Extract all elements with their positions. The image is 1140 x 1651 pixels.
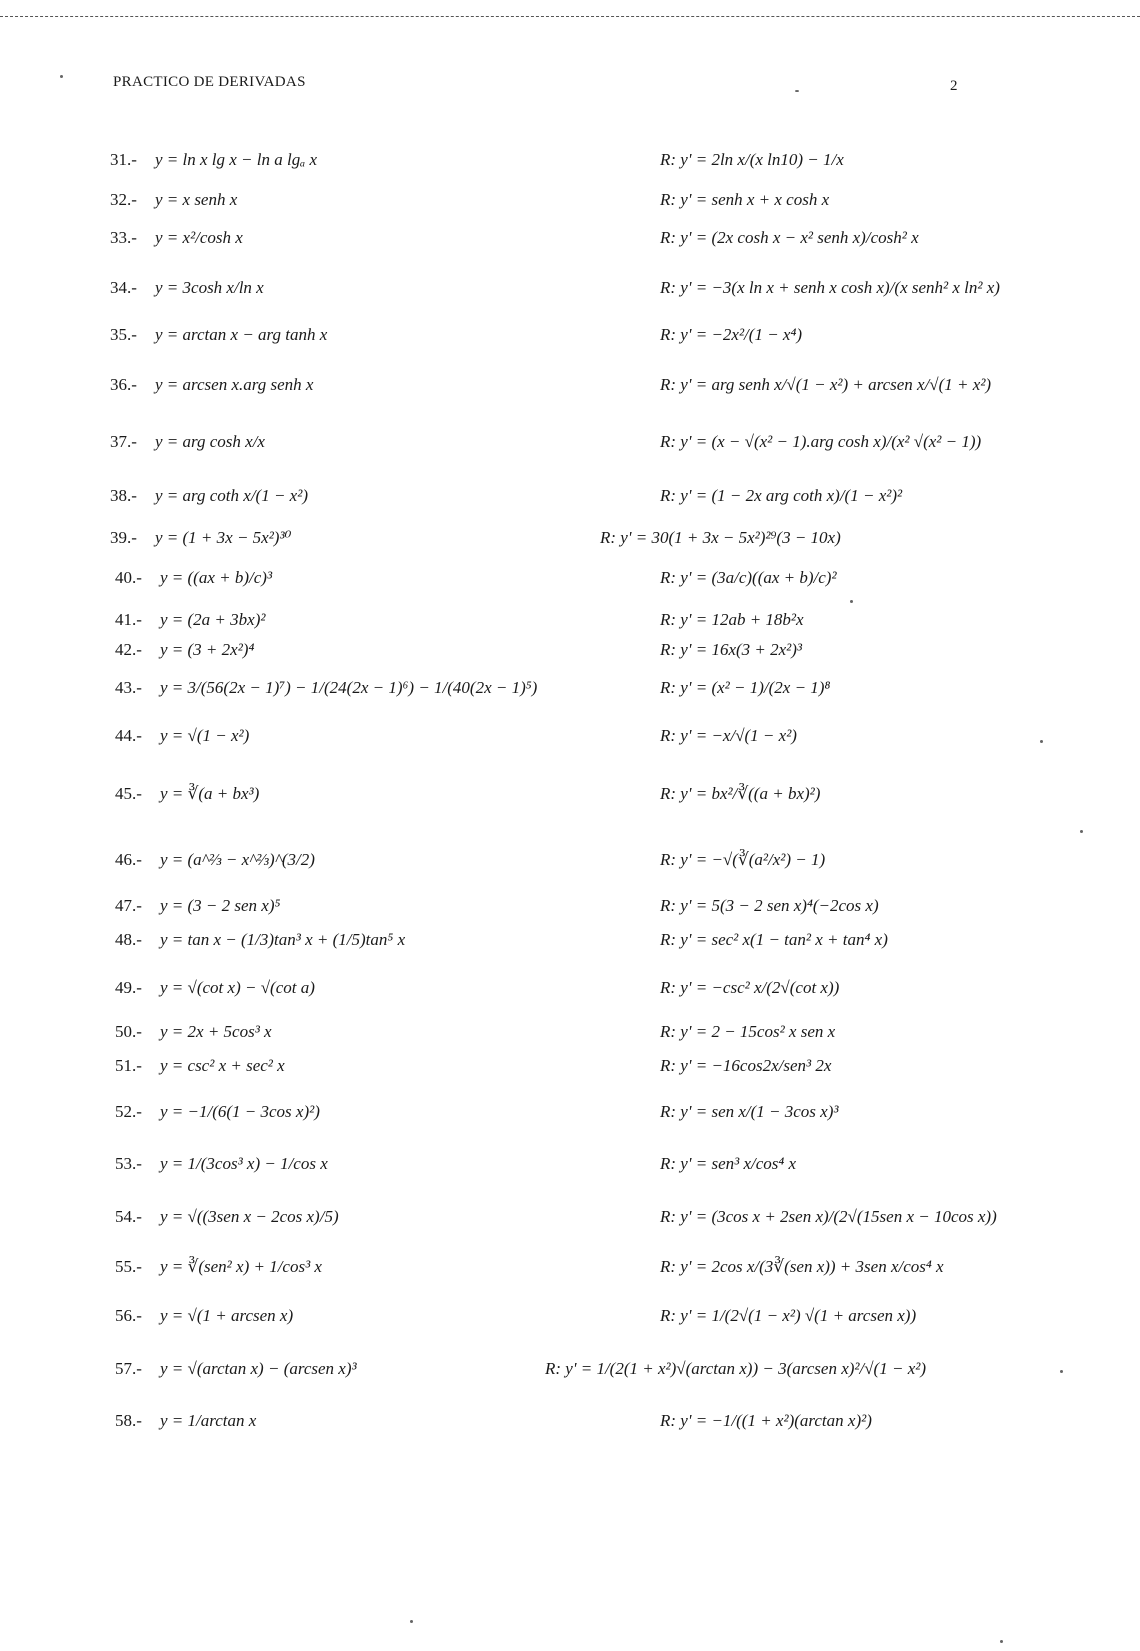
problem-answer: R: y' = bx²/∛((a + bx)²) (660, 784, 821, 803)
problem-number: 45.- (115, 784, 142, 803)
problem-answer: R: y' = −√(∛(a²/x²) − 1) (660, 850, 826, 869)
problem-expression: y = −1/(6(1 − 3cos x)²) (160, 1102, 320, 1121)
problem-number: 53.- (115, 1154, 142, 1173)
problem-number: 54.- (115, 1207, 142, 1226)
problem-expression: y = arctan x − arg tanh x (155, 325, 328, 344)
scan-speck (410, 1620, 413, 1623)
problem-answer: R: y' = −2x²/(1 − x⁴) (660, 325, 803, 344)
page-header-title: PRACTICO DE DERIVADAS (113, 74, 306, 90)
problem-answer: R: y' = sen³ x/cos⁴ x (660, 1154, 797, 1173)
problem-expression: y = 1/arctan x (160, 1411, 257, 1430)
problem-number: 41.- (115, 610, 142, 629)
problem-expression: y = arcsen x.arg senh x (155, 375, 314, 394)
problem-answer: R: y' = 16x(3 + 2x²)³ (660, 640, 803, 659)
problem-answer: R: y' = 2cos x/(3∛(sen x)) + 3sen x/cos⁴ x (660, 1257, 944, 1276)
problem-number: 33.- (110, 228, 137, 247)
scan-speck (1080, 830, 1083, 833)
problem-answer: R: y' = 1/(2√(1 − x²) √(1 + arcsen x)) (660, 1306, 917, 1325)
problem-answer: R: y' = 2ln x/(x ln10) − 1/x (660, 150, 844, 169)
problem-number: 39.- (110, 528, 137, 547)
problem-expression: y = (1 + 3x − 5x²)³⁰ (155, 528, 292, 547)
problem-answer: R: y' = −csc² x/(2√(cot x)) (660, 978, 840, 997)
problem-number: 46.- (115, 850, 142, 869)
scan-speck (1060, 1370, 1063, 1373)
problem-answer: R: y' = (x² − 1)/(2x − 1)⁸ (660, 678, 831, 697)
problem-answer: R: y' = 12ab + 18b²x (660, 610, 804, 629)
problem-number: 57.- (115, 1359, 142, 1378)
problem-expression: y = √(cot x) − √(cot a) (160, 978, 315, 997)
problem-number: 47.- (115, 896, 142, 915)
problem-expression: y = ln x lg x − ln a lgₐ x (155, 150, 317, 169)
problem-expression: y = 3cosh x/ln x (155, 278, 264, 297)
problem-answer: R: y' = 1/(2(1 + x²)√(arctan x)) − 3(arcsen x)²/√(1 − x²) (545, 1359, 926, 1378)
problem-answer: R: y' = (3cos x + 2sen x)/(2√(15sen x − 10cos x)) (660, 1207, 997, 1226)
problem-number: 34.- (110, 278, 137, 297)
problem-expression: y = √((3sen x − 2cos x)/5) (160, 1207, 339, 1226)
problem-answer: R: y' = (2x cosh x − x² senh x)/cosh² x (660, 228, 919, 247)
problem-answer: R: y' = senh x + x cosh x (660, 190, 830, 209)
problem-expression: y = 1/(3cos³ x) − 1/cos x (160, 1154, 328, 1173)
problem-answer: R: y' = arg senh x/√(1 − x²) + arcsen x/√(1 + x²) (660, 375, 992, 394)
problem-number: 56.- (115, 1306, 142, 1325)
problem-number: 31.- (110, 150, 137, 169)
problem-expression: y = ∛(sen² x) + 1/cos³ x (160, 1257, 322, 1276)
problem-number: 37.- (110, 432, 137, 451)
problem-expression: y = csc² x + sec² x (160, 1056, 285, 1075)
problem-number: 48.- (115, 930, 142, 949)
problem-number: 40.- (115, 568, 142, 587)
problem-expression: y = (3 + 2x²)⁴ (160, 640, 255, 659)
problem-expression: y = (2a + 3bx)² (160, 610, 266, 629)
problem-expression: y = arg cosh x/x (155, 432, 265, 451)
problem-number: 43.- (115, 678, 142, 697)
problem-number: 51.- (115, 1056, 142, 1075)
problem-number: 36.- (110, 375, 137, 394)
problem-number: 35.- (110, 325, 137, 344)
problem-expression: y = 2x + 5cos³ x (160, 1022, 272, 1041)
problem-number: 52.- (115, 1102, 142, 1121)
scan-speck (795, 90, 799, 92)
problem-expression: y = √(arctan x) − (arcsen x)³ (160, 1359, 357, 1378)
scan-speck (60, 75, 63, 78)
problem-expression: y = tan x − (1/3)tan³ x + (1/5)tan⁵ x (160, 930, 406, 949)
problem-number: 50.- (115, 1022, 142, 1041)
problem-expression: y = x²/cosh x (155, 228, 243, 247)
problem-answer: R: y' = −16cos2x/sen³ 2x (660, 1056, 832, 1075)
problem-expression: y = ∛(a + bx³) (160, 784, 260, 803)
problem-answer: R: y' = −1/((1 + x²)(arctan x)²) (660, 1411, 872, 1430)
problem-expression: y = √(1 + arcsen x) (160, 1306, 294, 1325)
problem-answer: R: y' = −3(x ln x + senh x cosh x)/(x senh² x ln² x) (660, 278, 1000, 297)
problem-number: 49.- (115, 978, 142, 997)
problem-answer: R: y' = 5(3 − 2 sen x)⁴(−2cos x) (660, 896, 879, 915)
problem-number: 32.- (110, 190, 137, 209)
problem-expression: y = arg coth x/(1 − x²) (155, 486, 308, 505)
problem-answer: R: y' = sec² x(1 − tan² x + tan⁴ x) (660, 930, 888, 949)
top-scan-border (0, 16, 1140, 17)
problem-answer: R: y' = sen x/(1 − 3cos x)³ (660, 1102, 839, 1121)
scan-speck (850, 600, 853, 603)
problem-expression: y = √(1 − x²) (160, 726, 250, 745)
scan-speck (1000, 1640, 1003, 1643)
problem-number: 55.- (115, 1257, 142, 1276)
problem-answer: R: y' = (3a/c)((ax + b)/c)² (660, 568, 837, 587)
scan-speck (1040, 740, 1043, 743)
problem-number: 42.- (115, 640, 142, 659)
problem-answer: R: y' = (x − √(x² − 1).arg cosh x)/(x² √(x² − 1)) (660, 432, 982, 451)
problem-answer: R: y' = 2 − 15cos² x sen x (660, 1022, 836, 1041)
problem-expression: y = ((ax + b)/c)³ (160, 568, 273, 587)
problem-number: 38.- (110, 486, 137, 505)
problem-answer: R: y' = (1 − 2x arg coth x)/(1 − x²)² (660, 486, 903, 505)
problem-expression: y = (3 − 2 sen x)⁵ (160, 896, 281, 915)
problem-expression: y = 3/(56(2x − 1)⁷) − 1/(24(2x − 1)⁶) − 1/(40(2x − 1)⁵) (160, 678, 538, 697)
page-number: 2 (950, 78, 958, 94)
problem-expression: y = x senh x (155, 190, 238, 209)
problem-number: 58.- (115, 1411, 142, 1430)
problem-answer: R: y' = 30(1 + 3x − 5x²)²⁹(3 − 10x) (600, 528, 841, 547)
problem-number: 44.- (115, 726, 142, 745)
problem-expression: y = (a^⅔ − x^⅔)^(3/2) (160, 850, 315, 869)
problem-answer: R: y' = −x/√(1 − x²) (660, 726, 797, 745)
